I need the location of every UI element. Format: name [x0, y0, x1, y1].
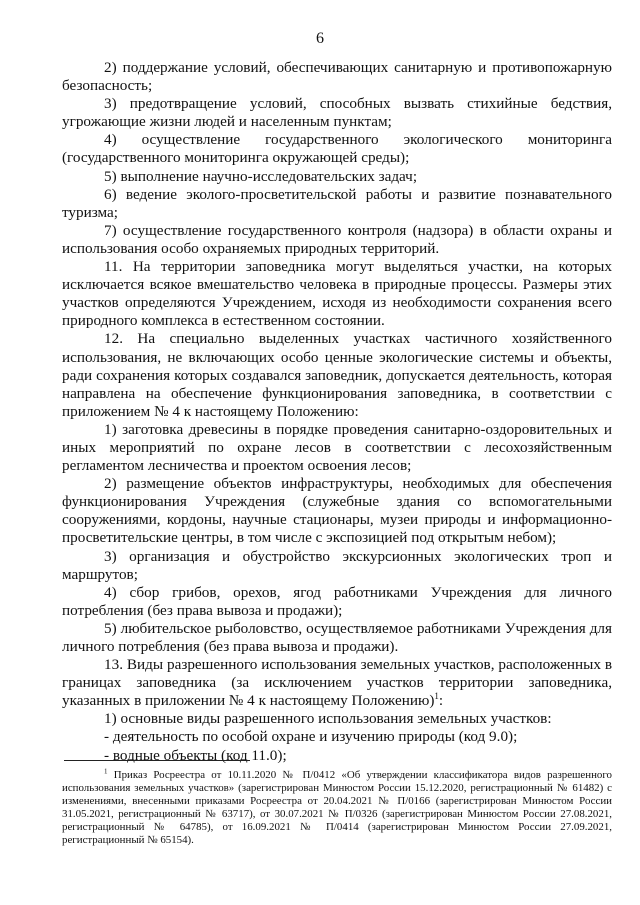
list-item-6: 6) ведение эколого-просветительской работы и развитие познавательного туризма;: [62, 185, 612, 221]
document-body: [62, 59, 612, 765]
list-item-3: 3) предотвращение условий, способных вызвать стихийные бедствия, угрожающие жизни людей и населенным пунктам;: [62, 95, 612, 131]
footnote: [62, 769, 612, 847]
footnote-divider: [64, 760, 250, 761]
clause-13-text: 13. Виды разрешенного использования земельных участков, расположенных в границах заповедника (за исключением участков территории заповедника, указанных в приложении № 4 к настоящему Положению): [62, 656, 612, 710]
clause-13-item-1: 1) основные виды разрешенного использования земельных участков:: [104, 710, 552, 728]
clause-12-item-1: 1) заготовка древесины в порядке проведения санитарно-оздоровительных и иных мероприятий по охране лесов в соответствии с лесохозяйственным регламентом лесничества и проектом освоения лесов;: [62, 420, 612, 475]
clause-13-tail: :: [438, 692, 444, 710]
clause-13: [62, 656, 612, 710]
clause-12-item-4: 4) сбор грибов, орехов, ягод работниками Учреждения для личного потребления (без права вывоза и продажи);: [62, 583, 612, 619]
clause-12-item-5: 5) любительское рыболовство, осуществляемое работниками Учреждения для личного потребления (без права вывоза и продажи).: [62, 619, 612, 655]
list-item-2: 2) поддержание условий, обеспечивающих санитарную и противопожарную безопасность;: [62, 59, 612, 95]
clause-12: 12. На специально выделенных участках частичного хозяйственного использования, не включающих особо ценные экологические системы и объекты, ради сохранения которых создавался заповедник, допускается деятельность, которая направлена на обеспечение функционирования заповедника, в соответствии с приложением № 4 к настоящему Положению:: [62, 330, 612, 420]
clause-11: 11. На территории заповедника могут выделяться участки, на которых исключается всякое вмешательство человека в природные процессы. Размеры этих участков определяются Учреждением, исходя из необходимости сохранения всего природного комплекса в естественном состоянии.: [62, 258, 612, 330]
clause-13-dash-2: - водные объекты (код 11.0);: [104, 746, 287, 764]
clause-12-item-2: 2) размещение объектов инфраструктуры, необходимых для обеспечения функционирования Учреждения (служебные здания со вспомогательными сооружениями, кордоны, научные стационары, музеи природы и информационно-просветительские центры, в том числе с экспозицией под открытым небом);: [62, 475, 612, 547]
list-item-4: 4) осуществление государственного экологического мониторинга (государственного мониторинга окружающей среды);: [62, 131, 612, 167]
clause-12-item-3: 3) организация и обустройство экскурсионных экологических троп и маршрутов;: [62, 547, 612, 583]
list-item-7: 7) осуществление государственного контроля (надзора) в области охраны и использования особо охраняемых природных территорий.: [62, 221, 612, 257]
clause-13-dash-1: - деятельность по особой охране и изучению природы (код 9.0);: [104, 728, 518, 746]
list-item-5: 5) выполнение научно-исследовательских задач;: [104, 167, 418, 185]
footnote-text: Приказ Росреестра от 10.11.2020 № П/0412 «Об утверждении классификатора видов разрешенного использования земельных участков» (зарегистрирован Минюстом России 15.12.2020, регистрационный № 61482) с изменениями, внесенными приказами Росреестра от 20.04.2021 № П/0166 (зарегистрирован Минюстом России 31.05.2021, регистрационный № 63717), от 30.07.2021 № П/0326 (зарегистрирован Минюстом России 27.08.2021, регистрационный № 64785), от 16.09.2021 № П/0414 (зарегистрирован Минюстом России 27.09.2021, регистрационный № 65154).: [62, 769, 612, 846]
footnote-reference[interactable]: 1: [434, 691, 439, 702]
page-number: 6: [316, 30, 324, 47]
footnote-marker: 1: [104, 767, 108, 776]
